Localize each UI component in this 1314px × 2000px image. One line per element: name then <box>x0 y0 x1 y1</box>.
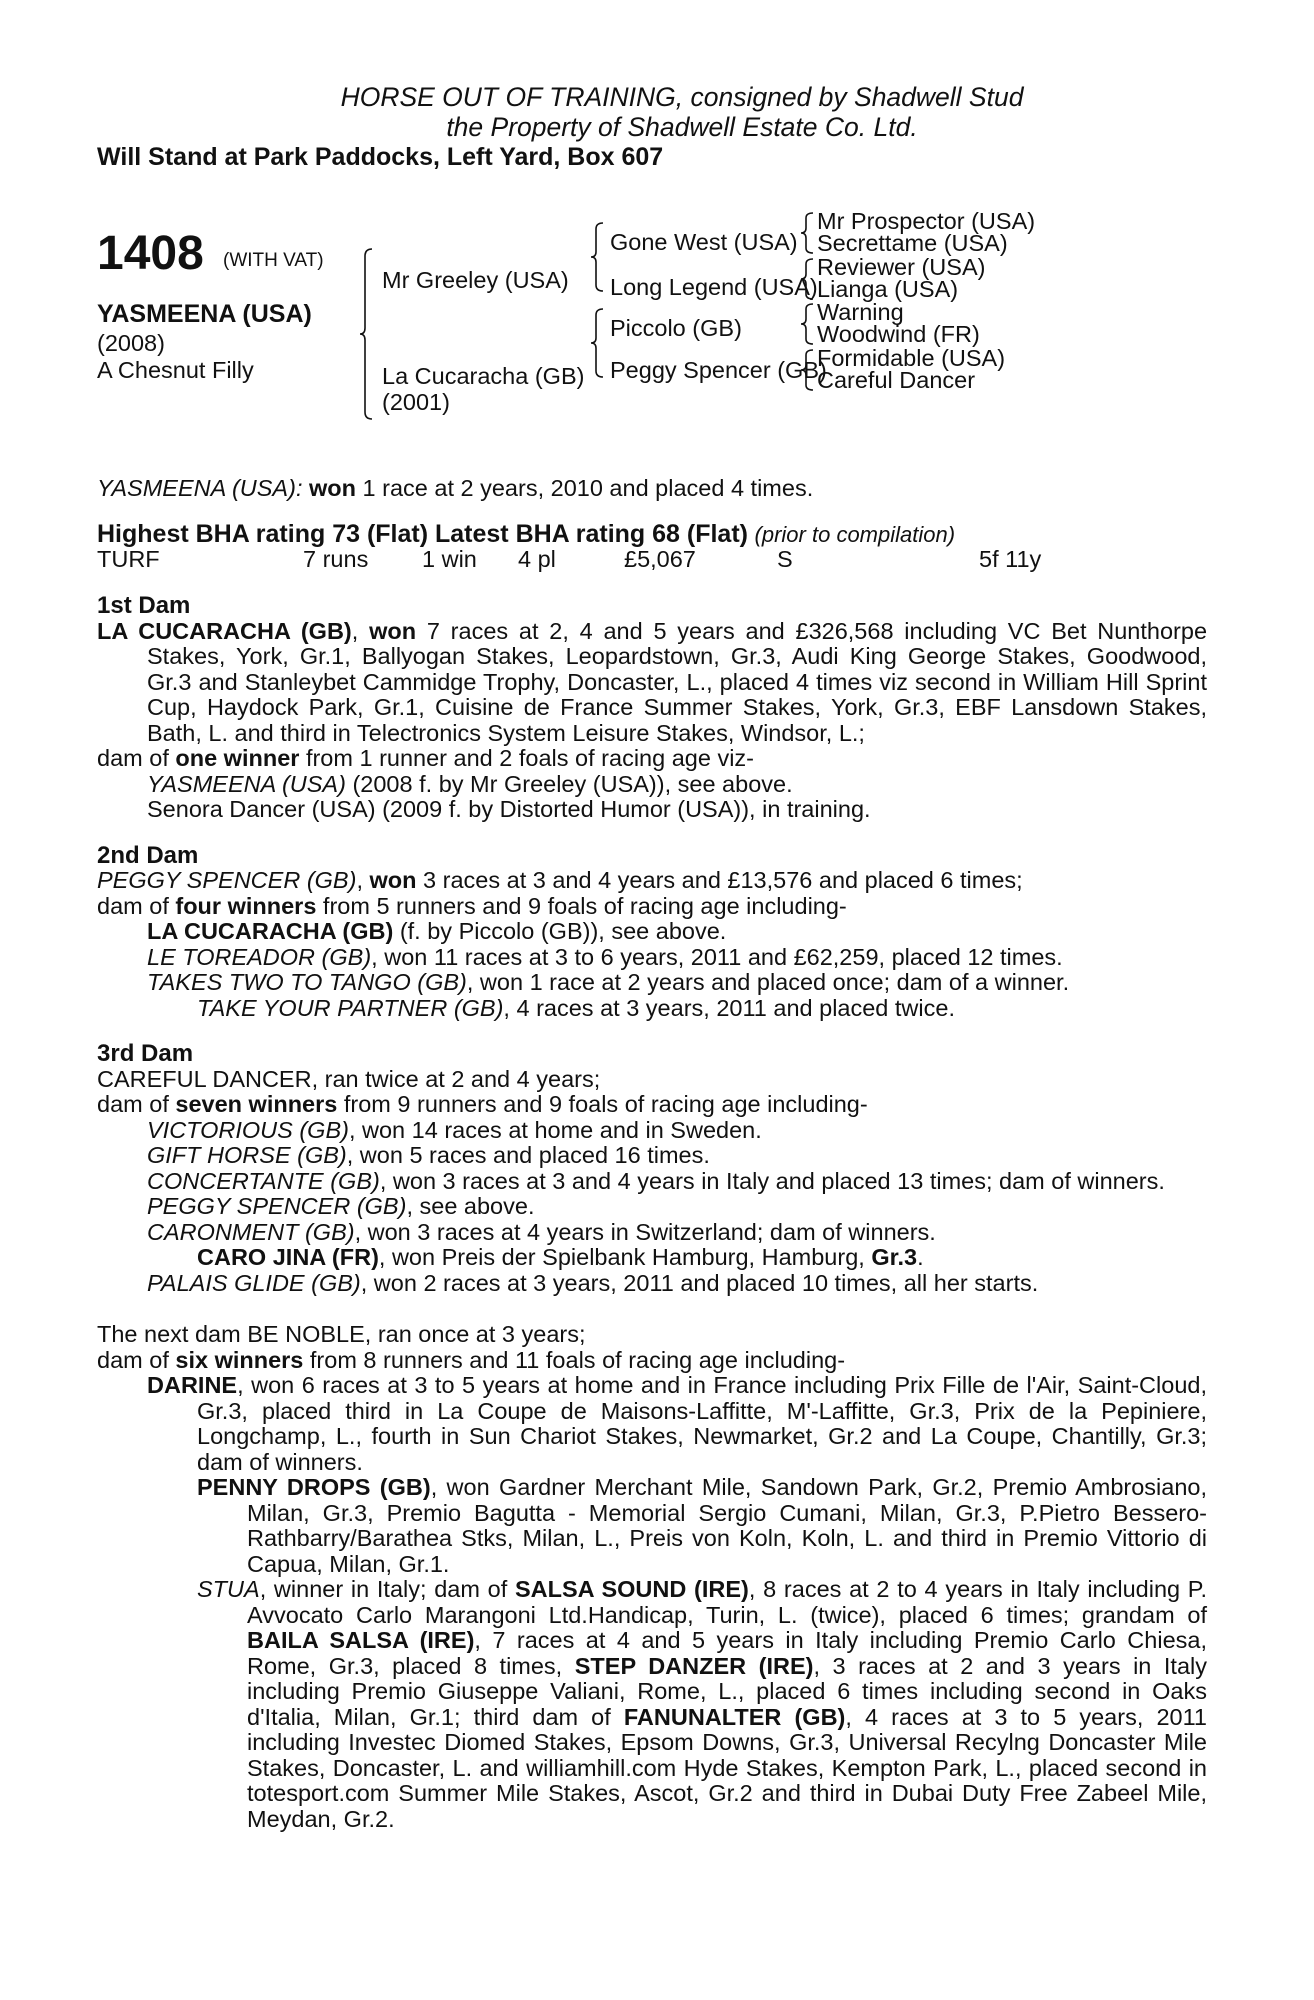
next-dam-section <box>97 1322 1207 1832</box>
progeny-name: SALSA SOUND (IRE) <box>514 1576 749 1602</box>
first-dam-section <box>97 593 1207 823</box>
race-rest: 1 race at 2 years, 2010 and placed 4 times. <box>362 475 814 501</box>
progeny-rest: , won 5 races and placed 16 times. <box>346 1142 710 1168</box>
sire-name: Mr Greeley (USA) <box>382 267 569 293</box>
horse-description: A Chesnut Filly <box>97 357 254 383</box>
progeny-name: PEGGY SPENCER (GB) <box>147 1193 407 1219</box>
second-dam-summary: 3 races at 3 and 4 years and £13,576 and placed 6 times; <box>423 867 1023 893</box>
progeny-item <box>97 1143 1207 1169</box>
race-horse-name: YASMEENA (USA) <box>97 475 296 501</box>
dam-of-rest: from 9 runners and 9 foals of racing age including- <box>343 1091 868 1117</box>
turf-placed: 4 pl <box>518 546 556 572</box>
progeny-rest: , won 11 races at 3 to 6 years, 2011 and £62,259, placed 12 times. <box>371 943 1063 970</box>
third-dam-record: CAREFUL DANCER, ran twice at 2 and 4 years; <box>97 1065 601 1092</box>
dam-of-count: four winners <box>175 892 317 919</box>
dam-of-label: dam of <box>97 745 169 771</box>
dam-of-count: six winners <box>175 1346 304 1373</box>
progeny-item <box>97 970 1207 996</box>
next-dam-record: The next dam BE NOBLE, ran once at 3 years; <box>97 1321 586 1347</box>
first-dam-name: LA CUCARACHA (GB) <box>97 617 352 644</box>
stand-location: Will Stand at Park Paddocks, Left Yard, Box 607 <box>97 143 664 171</box>
progeny-rest: , won 3 races at 4 years in Switzerland; dam of winners. <box>354 1218 936 1245</box>
progeny-rest: , 3 races at 2 and 3 years in Italy including Premio Giuseppe Valiani, Rome, L., placed 6 times including second in Oaks d'Italia, Milan, Gr.1; third dam of <box>247 1652 1207 1730</box>
pedigree-table <box>97 208 1207 452</box>
progeny-item <box>97 1118 1207 1144</box>
progeny-item: Senora Dancer (USA) (2009 f. by Distorted Humor (USA)), in training. <box>147 796 871 822</box>
header-line-2: the Property of Shadwell Estate Co. Ltd. <box>446 112 918 142</box>
progeny-rest: , 8 races at 2 to 4 years in Italy including P. Avvocato Carlo Marangoni Ltd.Handicap, Turin, L. (twice), placed 6 times; grandam of <box>247 1576 1207 1628</box>
progeny-item <box>97 1271 1207 1297</box>
dam-dam: Peggy Spencer (GB) <box>610 357 827 383</box>
turf-record <box>97 547 1207 573</box>
rating-line <box>97 519 1207 548</box>
progeny-name: LE TOREADOR (GB) <box>147 943 372 970</box>
progeny-name: STEP DANZER (IRE) <box>574 1652 814 1679</box>
section-heading: 2nd Dam <box>97 841 199 869</box>
progeny-item <box>97 1220 1207 1246</box>
first-dam-summary: 7 races at 2, 4 and 5 years and £326,568 including VC Bet Nunthorpe Stakes, York, Gr.1, Ballyogan Stakes, Leopardstown, Gr.3, Audi King George Stakes, Goodwood, Gr.3 and Stanleybet Cammidge Trophy, Doncaster, L., placed 4 times viz second in William Hill Sprint Cup, Haydock Park, Gr.1, Cuisine de France Summer Stakes, York, Gr.3, EBF Lansdown Stakes, Bath, L. and third in Telectronics System Leisure Stakes, Windsor, L.; <box>147 617 1208 746</box>
turf-surface: TURF <box>97 546 160 572</box>
section-heading: 1st Dam <box>97 592 191 619</box>
progeny-name: BAILA SALSA (IRE) <box>247 1627 475 1653</box>
sire-sire: Gone West (USA) <box>610 229 798 255</box>
progeny-item <box>97 1194 1207 1220</box>
progeny-rest: , 7 races at 4 and 5 years in Italy including Premio Carlo Chiesa, Rome, Gr.3, placed 8 times, <box>247 1627 1207 1679</box>
progeny-name: TAKES TWO TO TANGO (GB) <box>147 969 467 995</box>
progeny-name: GIFT HORSE (GB) <box>147 1142 347 1168</box>
turf-money: £5,067 <box>624 546 696 572</box>
progeny-name: CARO JINA (FR) <box>197 1244 379 1270</box>
progeny-name: DARINE <box>147 1372 238 1398</box>
dam-of-rest: from 5 runners and 9 foals of racing age including- <box>322 892 847 919</box>
progeny-name: STUA <box>197 1576 260 1602</box>
sire-dam: Long Legend (USA) <box>610 274 818 300</box>
progeny-name: YASMEENA (USA) <box>147 770 346 797</box>
progeny-end: . <box>917 1244 924 1270</box>
second-dam-won: won <box>369 867 417 893</box>
progeny-name: VICTORIOUS (GB) <box>147 1116 349 1143</box>
pedigree-brace <box>800 303 814 345</box>
dam-of-count: one winner <box>175 745 300 771</box>
rating-note: (prior to compilation) <box>754 521 956 547</box>
progeny-item <box>97 1577 1207 1832</box>
turf-runs: 7 runs <box>303 546 369 572</box>
progeny-item <box>97 996 1207 1022</box>
progeny-rest: , winner in Italy; dam of <box>259 1576 515 1602</box>
progeny-item <box>97 945 1207 971</box>
dam-name: La Cucaracha (GB) <box>382 363 585 389</box>
progeny-item <box>97 919 1207 945</box>
ped-ssd: Secrettame (USA) <box>817 230 1008 256</box>
progeny-name: PENNY DROPS (GB) <box>197 1474 431 1500</box>
dam-year: (2001) <box>382 389 450 415</box>
lot-number: 1408 <box>97 227 204 280</box>
dam-of-label: dam of <box>97 892 169 919</box>
dam-of-rest: from 8 runners and 11 foals of racing age including- <box>309 1346 846 1373</box>
header-line-1: HORSE OUT OF TRAINING, consigned by Shadwell Stud <box>340 82 1024 112</box>
progeny-name: CONCERTANTE (GB) <box>147 1167 380 1194</box>
progeny-rest: , won Preis der Spielbank Hamburg, Hamburg, <box>378 1244 872 1270</box>
ped-dsd: Woodwind (FR) <box>817 321 980 347</box>
vat-note: (WITH VAT) <box>223 250 324 271</box>
progeny-grade: Gr.3 <box>871 1244 918 1270</box>
progeny-name: TAKE YOUR PARTNER (GB) <box>197 994 504 1021</box>
progeny-rest: , won 14 races at home and in Sweden. <box>348 1116 762 1143</box>
first-dam-produce <box>97 746 1207 772</box>
third-dam-produce <box>97 1092 1207 1118</box>
progeny-name: CARONMENT (GB) <box>147 1218 355 1245</box>
third-dam-section <box>97 1041 1207 1296</box>
progeny-rest: , won 3 races at 3 and 4 years in Italy and placed 13 times; dam of winners. <box>379 1167 1165 1194</box>
progeny-rest: , won 1 race at 2 years and placed once; dam of a winner. <box>466 969 1070 995</box>
ped-dds: Formidable (USA) <box>817 345 1006 371</box>
ped-ddd: Careful Dancer <box>817 367 976 393</box>
pedigree-brace <box>590 222 604 292</box>
second-dam-produce <box>97 894 1207 920</box>
progeny-item <box>97 1373 1207 1475</box>
progeny-name: FANUNALTER (GB) <box>623 1703 846 1730</box>
dam-of-label: dam of <box>97 1346 169 1373</box>
second-dam-name: PEGGY SPENCER (GB) <box>97 867 357 893</box>
ped-sdd: Lianga (USA) <box>817 276 959 302</box>
dam-sire: Piccolo (GB) <box>610 315 742 341</box>
ped-sss: Mr Prospector (USA) <box>817 208 1036 234</box>
progeny-rest: , 4 races at 3 to 5 years, 2011 including Investec Diomed Stakes, Epsom Downs, Gr.3, Universal Recylng Doncaster Mile Stakes, Doncaster, L. and williamhill.com Hyde Stakes, Kempton Park, L., placed second in totesport.com Summer Mile Stakes, Ascot, Gr.2 and third in Dubai Duty Free Zabeel Mile, Meydan, Gr.2. <box>247 1703 1207 1832</box>
progeny-rest: , won Gardner Merchant Mile, Sandown Park, Gr.2, Premio Ambrosiano, Milan, Gr.3, Premio Bagutta - Memorial Sergio Cumani, Milan, Gr.3, P.Pietro Bessero-Rathbarry/Barathea Stks, Milan, L., Preis von Koln, Koln, L. and third in Premio Vittorio di Capua, Milan, Gr.1. <box>247 1474 1207 1577</box>
dam-of-count: seven winners <box>175 1091 338 1117</box>
pedigree-brace <box>800 212 814 254</box>
catalogue-page <box>97 82 1207 1832</box>
second-dam-section <box>97 843 1207 1022</box>
ped-dss: Warning <box>817 299 904 325</box>
ped-sds: Reviewer (USA) <box>817 254 986 280</box>
race-summary <box>97 476 1207 502</box>
progeny-rest: (2008 f. by Mr Greeley (USA)), see above. <box>352 770 793 797</box>
rating-text: Highest BHA rating 73 (Flat) Latest BHA rating 68 (Flat) <box>97 519 748 548</box>
first-dam-won: won <box>369 617 417 644</box>
pedigree-brace <box>800 258 814 300</box>
progeny-name: PALAIS GLIDE (GB) <box>147 1269 361 1296</box>
progeny-rest: , see above. <box>406 1193 535 1219</box>
progeny-rest: , won 6 races at 3 to 5 years at home and in France including Prix Fille de l'Air, Saint-Cloud, Gr.3, placed third in La Coupe de Maisons-Laffitte, M'-Laffitte, Gr.3, Prix de la Pepiniere, Longchamp, L., fourth in Sun Chariot Stakes, Newmarket, Gr.2 and La Coupe, Chantilly, Gr.3; dam of winners. <box>197 1372 1207 1475</box>
progeny-item <box>97 772 1207 798</box>
turf-distance: 5f 11y <box>979 546 1042 572</box>
progeny-item <box>97 1169 1207 1195</box>
horse-year: (2008) <box>97 330 165 356</box>
pedigree-brace <box>359 248 373 420</box>
race-sep: : <box>295 475 303 501</box>
turf-going: S <box>777 546 793 572</box>
next-dam-produce <box>97 1348 1207 1374</box>
race-won: won <box>309 475 356 501</box>
horse-name: YASMEENA (USA) <box>97 300 312 328</box>
first-dam-record: LA CUCARACHA (GB), won 7 races at 2, 4 and 5 years and £326,568 including VC Bet Nunthorpe Stakes, York, Gr.1, Ballyogan Stakes, Leopardstown, Gr.3, Audi King George Stakes, Goodwood, Gr.3 and Stanleybet Cammidge Trophy, Doncaster, L., placed 4 times viz second in William Hill Sprint Cup, Haydock Park, Gr.1, Cuisine de France Summer Stakes, York, Gr.3, EBF Lansdown Stakes, Bath, L. and third in Telectronics System Leisure Stakes, Windsor, L.; <box>97 617 1208 746</box>
header-consignor <box>157 82 1207 142</box>
progeny-rest: , 4 races at 3 years, 2011 and placed twice. <box>503 994 955 1021</box>
progeny-rest: , won 2 races at 3 years, 2011 and placed 10 times, all her starts. <box>360 1269 1039 1296</box>
pedigree-brace <box>800 349 814 391</box>
section-heading: 3rd Dam <box>97 1040 194 1067</box>
progeny-rest: (f. by Piccolo (GB)), see above. <box>399 918 727 944</box>
turf-wins: 1 win <box>422 546 477 572</box>
progeny-name: LA CUCARACHA (GB) <box>147 918 394 944</box>
dam-of-label: dam of <box>97 1091 169 1117</box>
pedigree-brace <box>590 308 604 378</box>
progeny-item <box>97 1475 1207 1577</box>
progeny-item <box>97 1245 1207 1271</box>
dam-of-rest: from 1 runner and 2 foals of racing age viz- <box>305 745 754 771</box>
second-dam-record: PEGGY SPENCER (GB), won 3 races at 3 and 4 years and £13,576 and placed 6 times; <box>97 867 1023 893</box>
